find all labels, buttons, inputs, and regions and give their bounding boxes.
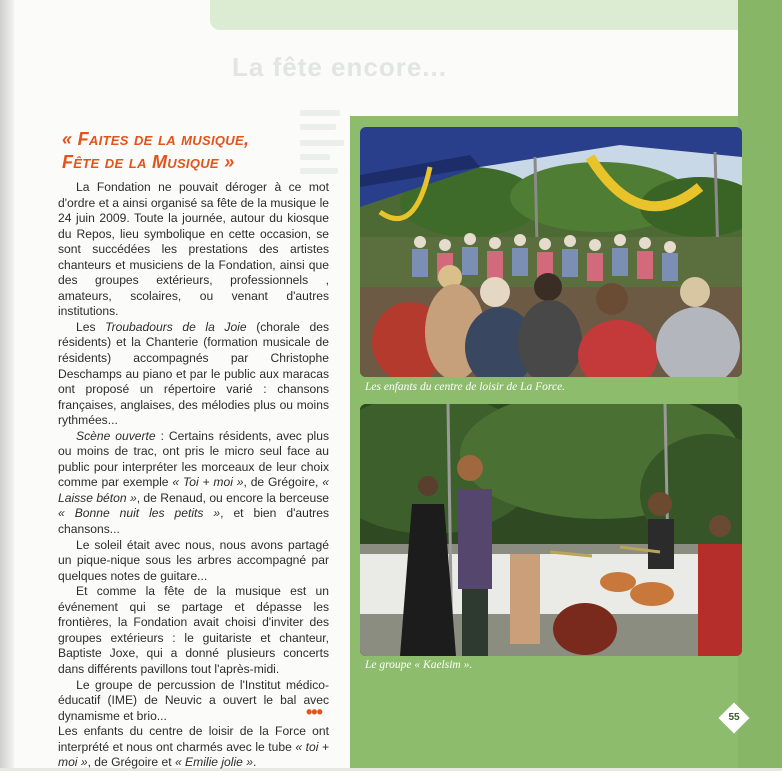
paragraph-picnic: Le soleil était avec nous, nous avons partagé un pique-nique sous les arbres accompagné par quelques notes de guitare...	[58, 537, 329, 583]
song-title: « toi + moi »	[58, 739, 329, 770]
photo-caption: Le groupe « Kaelsim ».	[365, 659, 473, 671]
article-headline	[62, 128, 342, 174]
song-title: « Emilie jolie »	[174, 755, 253, 770]
top-green-band	[210, 0, 755, 30]
photo-band-kaelsim	[360, 404, 742, 656]
song-title: « Laisse béton »	[58, 475, 329, 505]
paragraph-chorale: Les Troubadours de la Joie (chorale des résidents) et la Chanterie (formation musicale de résidents) accompagnés par Christophe Deschamps au piano et par le public aux maracas ont proposé un répertoire varié : chansons françaises, anglaises, des mélodies plus ou moins rythmées...	[58, 319, 329, 428]
song-title: « Toi + moi »	[172, 475, 244, 490]
paragraph-children: Les enfants du centre de loisir de la Force ont interprété et nous ont charmés avec le tube « toi + moi », de Grégoire et « Emilie jolie ».	[58, 724, 329, 770]
continuation-dots: •••	[306, 702, 322, 722]
headline-line-1: « Faites de la musique,	[62, 129, 250, 149]
photo-children-choir	[360, 127, 742, 377]
show-through-heading: La fête encore...	[232, 52, 447, 82]
page-gutter-shadow	[0, 0, 14, 768]
article-body	[58, 180, 329, 771]
paragraph-guests: Et comme la fête de la musique est un événement qui se partage et dépasse les frontières, la Fondation avait choisi d'inviter des groupes extérieurs : le guitariste et chanteur, Baptiste Joxe, qui a donné plusieurs concerts dans différents pavillons tout l'après-midi.	[58, 584, 329, 676]
headline-line-2: Fête de la Musique »	[62, 152, 235, 172]
right-margin-strip	[738, 0, 782, 768]
paragraph-open-stage: Scène ouverte : Certains résidents, avec plus ou moins de trac, ont pris le micro seul face au public pour interpréter les morceaux de leur choix comme par exemple « Toi + moi », de Grégoire, « Laisse béton », de Renaud, ou encore la berceuse « Bonne nuit les petits », et bien d'autres chansons...	[58, 428, 330, 537]
page-number: 55	[728, 712, 740, 723]
paragraph-intro: La Fondation ne pouvait déroger à ce mot d'ordre et a ainsi organisé sa fête de la musique le 24 juin 2009. Toute la journée, autour du kiosque du Repos, lieu symbolique en cette occasion, se sont succédées les prestations des artistes chanteurs et musiciens de la Fondation, ainsi que des groupes extérieurs, professionnels , amateurs, scolaires, ou venant d'autres institutions.	[58, 180, 329, 319]
chorale-name: Troubadours de la Joie	[105, 319, 247, 334]
paragraph-percussion: Le groupe de percussion de l'Institut médico-éducatif (IME) de Neuvic a ouvert le bal avec dynamisme et brio...	[58, 677, 329, 723]
photo-caption: Les enfants du centre de loisir de La Force.	[365, 381, 566, 393]
open-stage-label: Scène ouverte	[76, 428, 156, 443]
song-title: « Bonne nuit les petits »	[58, 506, 221, 521]
